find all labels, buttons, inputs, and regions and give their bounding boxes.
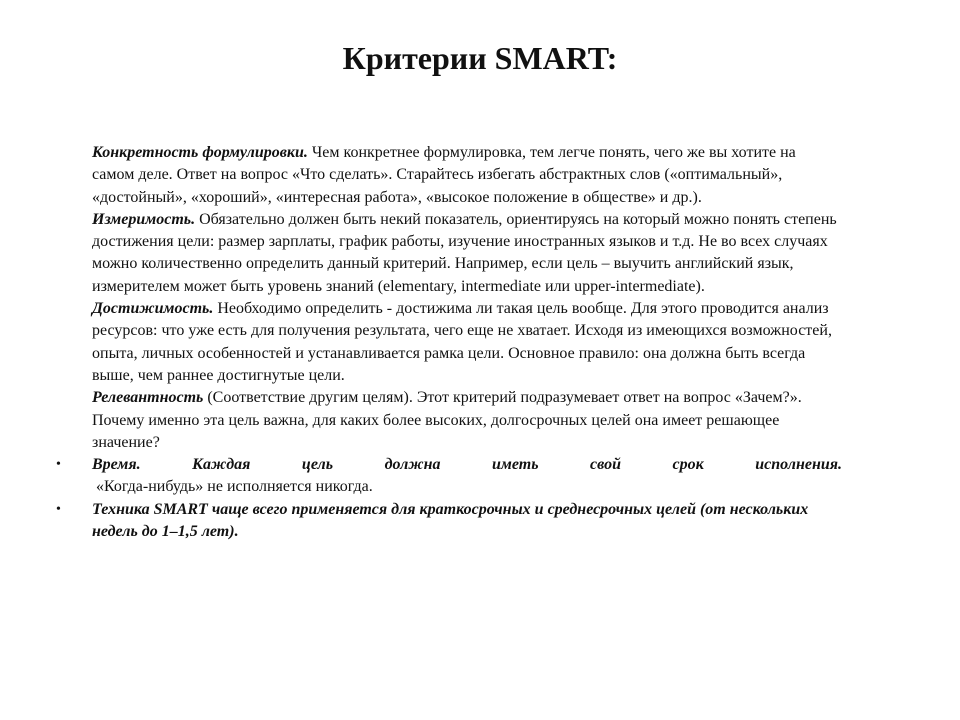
criterion-relevant (92, 387, 842, 454)
bullet-marker: • (56, 457, 61, 473)
criterion-achievable-text: Необходимо определить - достижима ли такая цель вообще. Для этого проводится анализ ресурсов: что уже есть для получения результата, чего еще не хватает. Исходя из имеющихся возможностей, опыта, личных особенностей и устанавливается рамка цели. Основное правило: она должна быть всегда выше, чем раннее достигнутые цели. (92, 300, 832, 384)
criterion-achievable-lead: Достижимость. (92, 300, 214, 318)
slide-title: Критерии SMART: (342, 40, 618, 76)
bullet-time-line1: Время. Каждая цель должна иметь свой срок исполнения. (92, 456, 842, 474)
criterion-specific-text: Чем конкретнее формулировка, тем легче понять, чего же вы хотите на самом деле. Ответ на вопрос «Что сделать». Старайтесь избегать абстрактных слов («оптимальный», «достойный», «хороший», «интересная работа», «высокое положение в обществе» и др.). (92, 144, 796, 206)
slide-body (56, 142, 842, 543)
criterion-relevant-text: (Соответствие другим целям). Этот критерий подразумевает ответ на вопрос «Зачем?». Почему именно эта цель важна, для каких более высоких, долгосрочных целей она имеет решающее значение? (92, 389, 802, 451)
criterion-measurable (92, 209, 842, 298)
criterion-achievable (92, 298, 842, 387)
criterion-relevant-lead: Релевантность (92, 389, 204, 407)
bullet-time (56, 454, 842, 499)
bullet-smart-usage-text: Техника SMART чаще всего применяется для краткосрочных и среднесрочных целей (от нескольких недель до 1–1,5 лет). (92, 500, 809, 541)
criterion-measurable-lead: Измеримость. (92, 210, 196, 228)
bullet-smart-usage (56, 499, 842, 544)
bullet-time-line2: «Когда-нибудь» не исполняется никогда. (96, 478, 373, 496)
criterion-specific (92, 142, 842, 209)
criterion-specific-lead: Конкретность формулировки. (92, 144, 308, 161)
criterion-measurable-text: Обязательно должен быть некий показатель, ориентируясь на который можно понять степень достижения цели: размер зарплаты, график работы, изучение иностранных языков и т.д. Не во всех случаях можно количественно определить данный критерий. Например, если цель – выучить английский язык, измерителем может быть уровень знаний (elementary, intermediate или upper-intermediate). (92, 210, 837, 295)
bullet-marker: • (56, 501, 61, 517)
